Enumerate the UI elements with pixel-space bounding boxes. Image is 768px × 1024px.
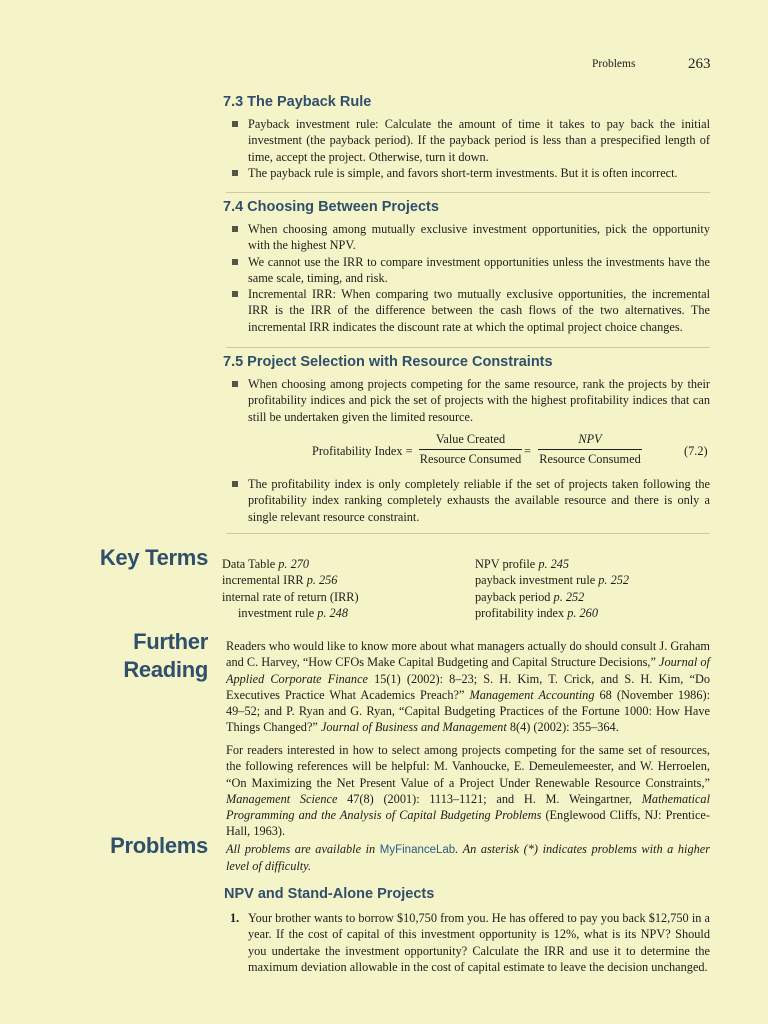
heading-line: Reading — [123, 657, 208, 682]
equals-sign: = — [524, 444, 531, 458]
bullet-square-icon — [232, 259, 238, 265]
profitability-index-equation — [312, 432, 712, 472]
equation-lhs: Profitability Index = — [312, 444, 413, 458]
key-terms-heading: Key Terms — [99, 545, 208, 570]
key-term: internal rate of return (IRR) — [222, 589, 359, 604]
section-heading: 7.5 Project Selection with Resource Constraints — [223, 354, 553, 370]
section-7-3 — [223, 94, 710, 181]
further-reading-paragraph: For readers interested in how to select among projects competing for the same set of resources, the following references will be helpful: M. Vanhoucke, E. Demeulemeester, and W. Herroelen, “On Maximizing the Net Present Value of a Project Under Renewable Resource Constraints,” Management Science 47(8) (2001): 1113–1121; and H. M. Weingartner, Mathematical Programming and the Analysis of Capital Budgeting Problems (Englewood Cliffs, NJ: Prentice-Hall, 1963). — [226, 743, 710, 839]
bullet-list — [226, 221, 710, 335]
fraction-value-created — [419, 432, 522, 467]
problems-subheading: NPV and Stand-Alone Projects — [224, 886, 435, 902]
key-term: incremental IRR p. 256 — [222, 573, 338, 588]
problem-text: Your brother wants to borrow $10,750 from you. He has offered to pay you back $12,750 in a year. If the cost of capital of this investment opportunity is 12%, what is its NPV? Should you undertake the investment opportunity? Calculate the IRR and use it to determine the maximum deviation allowable in the cost of capital estimate to leave the decision unchanged. — [248, 911, 710, 974]
equation-number: (7.2) — [684, 444, 708, 458]
list-item — [226, 221, 710, 254]
section-heading: 7.4 Choosing Between Projects — [223, 199, 439, 215]
further-reading-heading — [123, 628, 208, 684]
fraction-denominator: Resource Consumed — [419, 452, 522, 466]
bullet-text: The profitability index is only completely reliable if the set of projects taken following the profitability index ranking completely exhausts the available resource and there is only a single relevant resource constraint. — [248, 477, 710, 524]
page-number: 263 — [688, 56, 711, 72]
bullet-text: Incremental IRR: When comparing two mutually exclusive opportunities, the incremental IRR is the IRR of the difference between the cash flows of the two alternatives. The incremental IRR indicates the discount rate at which the optimal project choice changes. — [248, 287, 710, 334]
section-divider — [226, 192, 710, 193]
fraction-numerator: NPV — [538, 432, 642, 450]
list-item — [226, 165, 710, 181]
further-reading-paragraph: Readers who would like to know more about what managers actually do should consult J. Graham and C. Harvey, “How CFOs Make Capital Budgeting and Capital Structure Decisions,” Journal of Applied Corporate Finance 15(1) (2002): 8–23; S. H. Kim, T. Crick, and S. H. Kim, “Do Executives Practice What Academics Preach?” Management Accounting 68 (November 1986): 49–52; and P. Ryan and G. Ryan, “Capital Budgeting Practices of the Fortune 1000: How Have Things Changed?” Journal of Business and Management 8(4) (2002): 355–364. — [226, 639, 710, 735]
key-term: payback period p. 252 — [475, 589, 585, 604]
section-7-4 — [223, 199, 710, 335]
bullet-square-icon — [232, 121, 238, 127]
italic-citation: Journal of Business and Management — [320, 720, 507, 735]
key-terms-right-column — [475, 556, 629, 621]
bullet-text: When choosing among mutually exclusive investment opportunities, pick the opportunity with the highest NPV. — [248, 222, 710, 253]
list-item — [226, 476, 710, 525]
section-7-5-continued — [226, 476, 710, 525]
key-term: Data Table p. 270 — [222, 557, 310, 571]
bullet-text: When choosing among projects competing for the same resource, rank the projects by their profitability indices and pick the set of projects with the highest profitability indices that can still be undertaken given the limited resource. — [248, 377, 710, 424]
problem-number: 1. — [230, 911, 240, 925]
bullet-list — [226, 476, 710, 525]
list-item — [226, 376, 710, 425]
key-term: NPV profile p. 245 — [475, 557, 570, 571]
bullet-square-icon — [232, 170, 238, 176]
heading-line: Further — [133, 629, 208, 654]
problem-item — [226, 910, 710, 975]
running-head-section: Problems — [592, 58, 636, 70]
problems-heading: Problems — [110, 833, 208, 858]
fraction-denominator: Resource Consumed — [539, 452, 641, 466]
list-item — [226, 286, 710, 335]
fraction-numerator: Value Created — [419, 432, 522, 450]
section-7-5 — [223, 354, 710, 425]
bullet-square-icon — [232, 481, 238, 487]
bullet-square-icon — [232, 381, 238, 387]
section-divider — [226, 347, 710, 348]
problems-intro: All problems are available in MyFinanceLab. An asterisk (*) indicates problems with a higher level of difficulty. — [226, 842, 710, 874]
bullet-text: We cannot use the IRR to compare investment opportunities unless the investments have the same scale, timing, and risk. — [248, 254, 710, 285]
list-item — [226, 116, 710, 165]
bullet-text: The payback rule is simple, and favors short-term investments. But it is often incorrect. — [248, 165, 678, 180]
italic-citation: Journal of Applied Corporate Finance — [226, 655, 710, 686]
section-heading: 7.3 The Payback Rule — [223, 94, 372, 110]
bullet-square-icon — [232, 226, 238, 232]
key-term: investment rule p. 248 — [238, 605, 348, 620]
key-terms-left-column — [222, 556, 359, 621]
running-head — [0, 56, 768, 72]
bullet-text: Payback investment rule: Calculate the amount of time it takes to pay back the initial investment (the payback period). If the payback period is less than a prespecified length of time, accept the project. Otherwise, turn it down. — [248, 117, 710, 164]
key-term: profitability index p. 260 — [475, 605, 598, 620]
italic-citation: Management Accounting — [469, 687, 595, 702]
italic-citation: Management Science — [226, 791, 338, 806]
section-divider — [226, 533, 710, 534]
bullet-list — [226, 116, 710, 181]
myfinancelab-logo: MyFinanceLab — [379, 844, 456, 856]
key-term: payback investment rule p. 252 — [475, 573, 630, 588]
bullet-square-icon — [232, 291, 238, 297]
fraction-npv — [538, 432, 642, 467]
bullet-list — [226, 376, 710, 425]
italic-citation: Mathematical Programming and the Analysis of Capital Budgeting Problems — [226, 791, 710, 823]
list-item — [226, 254, 710, 287]
